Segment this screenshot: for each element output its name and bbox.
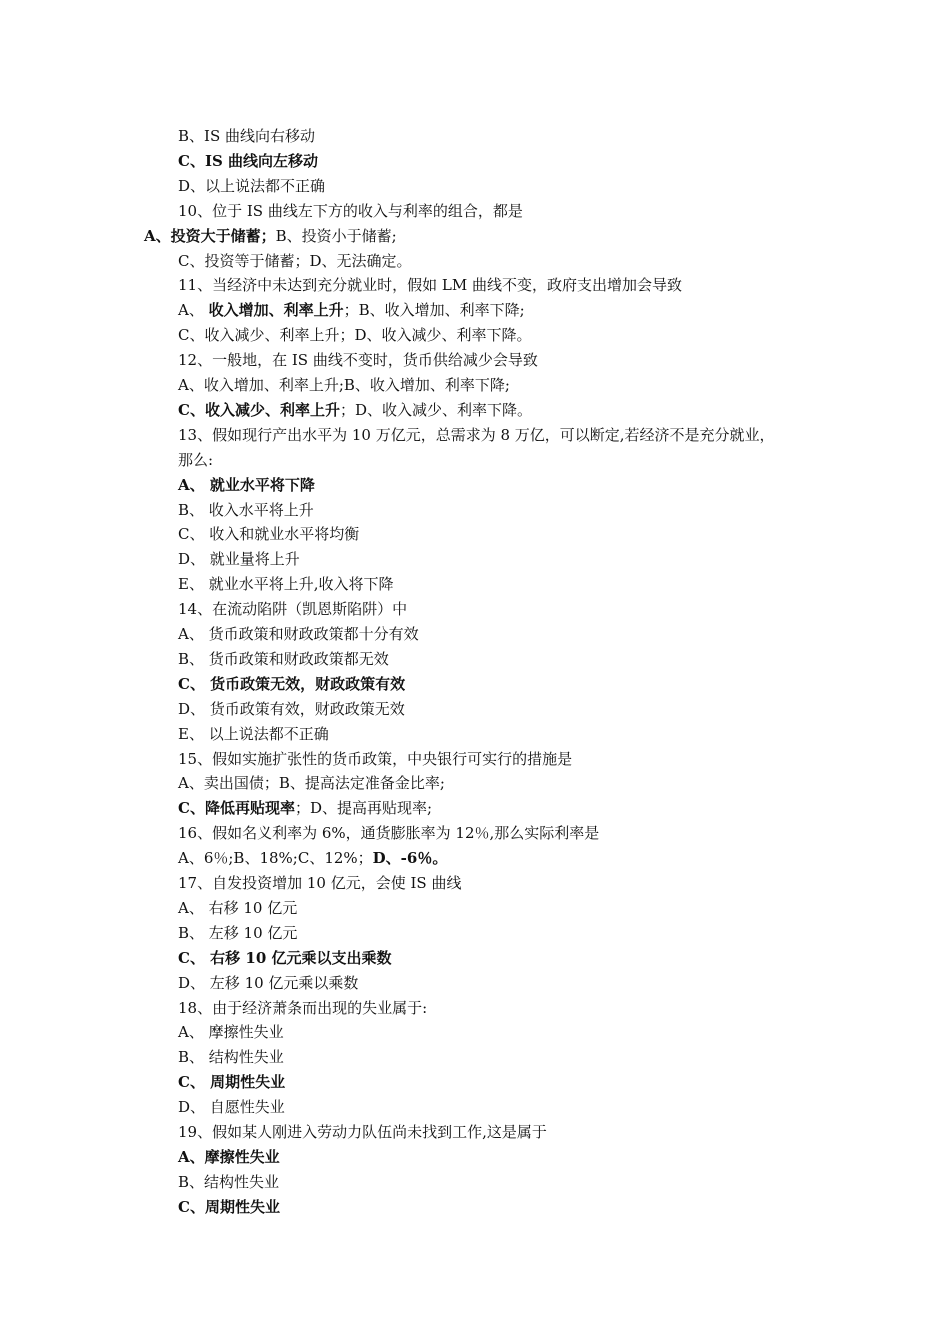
text-line [178,923,297,943]
text-line [178,674,405,694]
text-line [178,773,445,793]
text-line [178,325,532,345]
text-line [178,798,432,818]
line-text: B、结构性失业 [178,1173,280,1191]
text-line [178,749,572,769]
line-text: ；D、收入减少、利率下降。 [339,401,532,419]
text-line [178,1172,279,1192]
answer-text: C、降低再贴现率 [178,799,295,817]
text-line [178,1022,284,1042]
text-line [178,624,419,644]
text-line [178,1122,547,1142]
text-line [178,823,599,843]
text-line [178,1197,280,1217]
line-text: 15、假如实施扩张性的货币政策，中央银行可实行的措施是 [178,750,573,768]
line-text: A、卖出国债；B、提高法定准备金比率; [178,774,445,792]
line-text: D、以上说法都不正确 [178,177,326,195]
text-line [178,873,461,893]
line-text: 16、假如名义利率为 6%，通货膨胀率为 12％,那么实际利率是 [178,824,600,842]
line-text: 12、一般地，在 IS 曲线不变时，货币供给减少会导致 [178,351,538,369]
text-line [178,574,394,594]
answer-text: C、 右移 10 亿元乘以支出乘数 [178,949,392,967]
text-line [178,1072,285,1092]
line-text: 10、位于 IS 曲线左下方的收入与利率的组合，都是 [178,202,523,220]
text-line [178,500,314,520]
text-line [178,151,318,171]
text-line [178,251,412,271]
line-text: B、 货币政策和财政政策都无效 [178,650,389,668]
text-line [178,724,329,744]
text-line [178,350,538,370]
text-line [178,973,358,993]
line-text: 那么: [178,451,214,469]
line-text: C、投资等于储蓄；D、无法确定。 [178,252,412,270]
line-text: D、 就业量将上升 [178,550,300,568]
line-text: C、收入减少、利率上升；D、收入减少、利率下降。 [178,326,532,344]
line-text: A、 货币政策和财政政策都十分有效 [178,625,419,643]
line-text: C、 收入和就业水平将均衡 [178,525,360,543]
line-text: 13、假如现行产出水平为 10 万亿元，总需求为 8 万亿，可以断定,若经济不是充分就业， [178,426,775,444]
answer-text: C、 货币政策无效，财政政策有效 [178,675,406,693]
text-line [178,898,297,918]
answer-text: A、摩擦性失业 [178,1148,280,1166]
text-line [178,649,389,669]
answer-text: C、 周期性失业 [178,1073,286,1091]
text-line [178,201,523,221]
text-line [178,1147,280,1167]
text-line [178,375,510,395]
line-text: D、 货币政策有效，财政政策无效 [178,700,405,718]
line-text: A、 摩擦性失业 [178,1023,284,1041]
line-text: B、 收入水平将上升 [178,501,314,519]
text-line [178,524,359,544]
line-text: B、IS 曲线向右移动 [178,127,315,145]
line-text: ；D、提高再贴现率; [294,799,433,817]
text-line [178,400,532,420]
text-line [178,1097,285,1117]
line-text: A、 [178,301,209,319]
text-line [178,450,213,470]
text-line [178,475,315,495]
line-text: 17、自发投资增加 10 亿元，会使 IS 曲线 [178,874,462,892]
line-text: A、 右移 10 亿元 [178,899,298,917]
line-text: B、 结构性失业 [178,1048,284,1066]
line-text: A、收入增加、利率上升;B、收入增加、利率下降; [178,376,510,394]
line-text: B、投资小于储蓄; [275,227,397,245]
line-text: 14、在流动陷阱（凯恩斯陷阱）中 [178,600,408,618]
text-line [178,300,525,320]
line-text: A、6％;B、18%;C、12%； [178,849,373,867]
answer-text: C、收入减少、利率上升 [178,401,340,419]
text-line [178,848,447,868]
text-line [178,275,682,295]
answer-text: C、周期性失业 [178,1198,280,1216]
line-text: E、 就业水平将上升,收入将下降 [178,575,394,593]
answer-text: D、-6％。 [372,849,448,867]
line-text: 18、由于经济萧条而出现的失业属于: [178,999,428,1017]
text-line [178,176,325,196]
text-line [178,699,405,719]
text-line [178,1047,284,1067]
line-text: D、 自愿性失业 [178,1098,285,1116]
answer-text: 收入增加、利率上升 [208,301,344,319]
answer-text: A、投资大于储蓄； [144,227,276,245]
text-line [178,126,315,146]
text-line [178,948,391,968]
answer-text: A、 就业水平将下降 [178,476,315,494]
line-text: E、 以上说法都不正确 [178,725,329,743]
line-text: 11、当经济中未达到充分就业时，假如 LM 曲线不变，政府支出增加会导致 [178,276,682,294]
text-line [178,599,407,619]
line-text: ；B、收入增加、利率下降; [343,301,525,319]
text-line [178,425,775,445]
line-text: D、 左移 10 亿元乘以乘数 [178,974,359,992]
line-text: B、 左移 10 亿元 [178,924,298,942]
answer-text: C、IS 曲线向左移动 [178,152,319,170]
text-line [178,549,300,569]
line-text: 19、假如某人刚进入劳动力队伍尚未找到工作,这是属于 [178,1123,547,1141]
text-line [178,998,427,1018]
text-line [144,226,397,246]
